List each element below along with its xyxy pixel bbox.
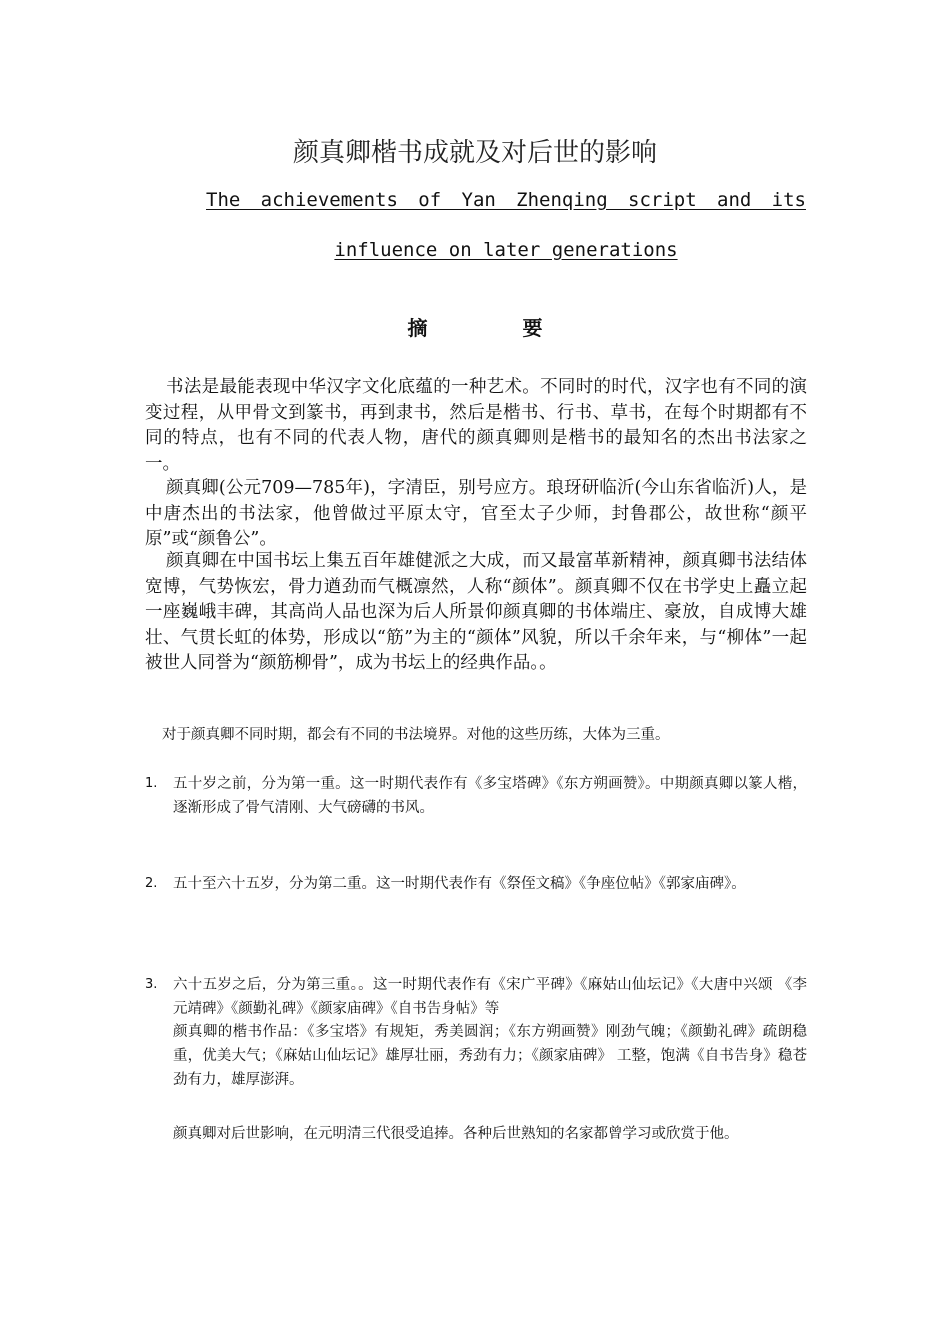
title-english-line1: The achievements of Yan Zhenqing script and its xyxy=(206,189,806,211)
list-text: 六十五岁之后，分为第三重。。这一时期代表作有《宋广平碑》《麻姑山仙坛记》《大唐中兴颂 《李元靖碑》《颜勤礼碑》《颜家庙碑》《自书告身帖》等 xyxy=(173,977,807,1017)
list-number: 2. xyxy=(145,876,158,891)
intro-line: 对于颜真卿不同时期，都会有不同的书法境界。对他的这些历练，大体为三重。 xyxy=(162,727,670,743)
list-item xyxy=(145,872,807,896)
list-number: 3. xyxy=(145,977,158,992)
list-item xyxy=(145,973,807,1021)
list-number: 1. xyxy=(145,776,158,791)
abstract-heading: 摘 要 xyxy=(407,316,587,340)
abstract-paragraph: 颜真卿(公元709—785年)，字清臣，别号应方。琅玡研临沂(今山东省临沂)人，是中唐杰出的书法家，他曾做过平原太守，官至太子少师，封鲁郡公，故世称“颜平原”或“颜鲁公”。 xyxy=(145,478,807,549)
sub-paragraph: 颜真卿的楷书作品：《多宝塔》有规矩，秀美圆润；《东方朔画赞》刚劲气魄；《颜勤礼碑》疏朗稳重，优美大气；《麻姑山仙坛记》雄厚壮丽，秀劲有力；《颜家庙碑》 工整，饱满《自书告身》稳苍劲有力，雄厚澎湃。 xyxy=(173,1024,807,1088)
abstract-paragraph: 颜真卿在中国书坛上集五百年雄健派之大成，而又最富革新精神，颜真卿书法结体宽博，气势恢宏，骨力遒劲而气概凛然，人称“颜体”。颜真卿不仅在书学史上矗立起一座巍峨丰碑，其高尚人品也深为后人所景仰颜真卿的书体端庄、豪放，自成博大雄壮、气贯长虹的体势，形成以“筋”为主的“颜体”风貌，所以千余年来，与“柳体”一起被世人同誉为“颜筋柳骨”，成为书坛上的经典作品。。 xyxy=(145,551,807,673)
list-text: 五十至六十五岁，分为第二重。这一时期代表作有《祭侄文稿》《争座位帖》《郭家庙碑》。 xyxy=(173,876,746,892)
list-text: 五十岁之前，分为第一重。这一时期代表作有《多宝塔碑》《东方朔画赞》。中期颜真卿以篆人楷，逐渐形成了骨气清刚、大气磅礴的书风。 xyxy=(173,776,807,816)
title-english-line2: influence on later generations xyxy=(334,239,678,261)
list-item xyxy=(145,772,807,820)
abstract-paragraph: 书法是最能表现中华汉字文化底蕴的一种艺术。不同时的时代，汉字也有不同的演变过程，从甲骨文到篆书，再到隶书，然后是楷书、行书、草书，在每个时期都有不同的特点，也有不同的代表人物，唐代的颜真卿则是楷书的最知名的杰出书法家之一。 xyxy=(145,377,807,474)
sub-paragraph: 颜真卿对后世影响，在元明清三代很受追捧。各种后世熟知的名家都曾学习或欣赏于他。 xyxy=(173,1126,739,1142)
title-chinese: 颜真卿楷书成就及对后世的影响 xyxy=(292,138,657,168)
